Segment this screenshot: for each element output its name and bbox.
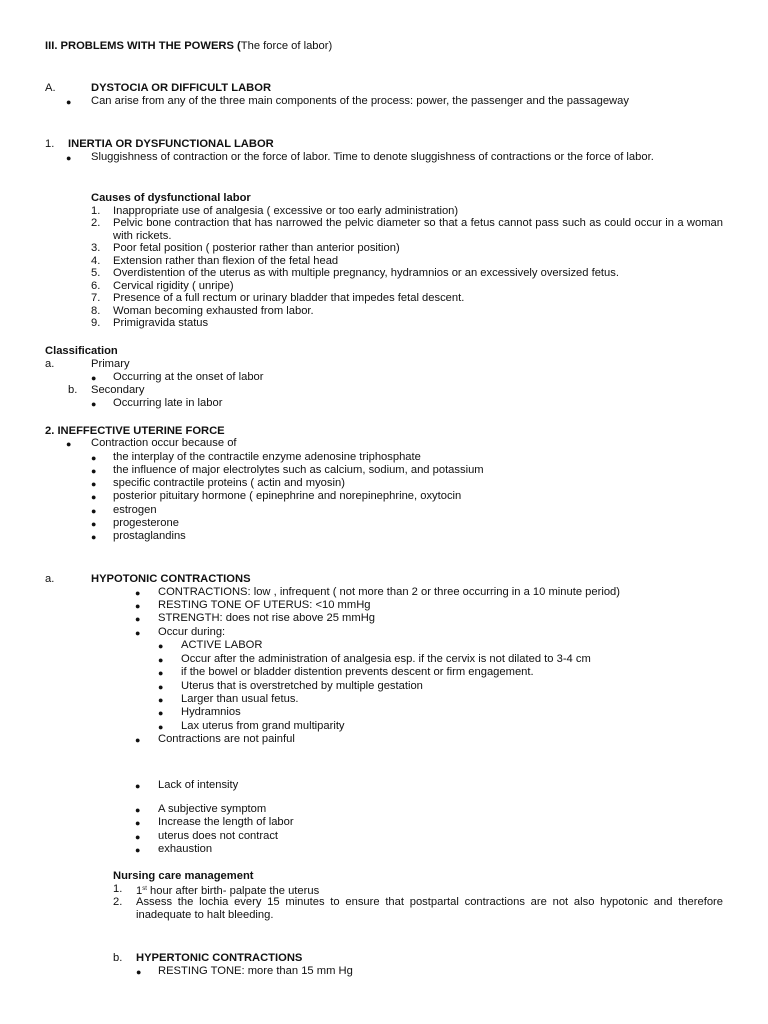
bullet-dot: ● (91, 466, 97, 476)
bullet-dot: ● (91, 399, 97, 409)
cause-number: 7. (91, 292, 101, 304)
hypotonic-painful: Contractions are not painful (158, 733, 295, 745)
causes-heading: Causes of dysfunctional labor (91, 192, 251, 204)
nursing-number: 1. (113, 883, 123, 895)
bullet-dot: ● (136, 967, 142, 977)
section-a-bullet: Can arise from any of the three main components of the process: power, the passenger and the passageway (91, 95, 629, 107)
cause-number: 1. (91, 205, 101, 217)
bullet-dot: ● (91, 453, 97, 463)
classification-heading: Classification (45, 345, 118, 357)
cause-item: Presence of a full rectum or urinary bladder that impedes fetal descent. (113, 292, 465, 304)
section-2-subbullet: progesterone (113, 517, 179, 529)
cause-number: 9. (91, 317, 101, 329)
hypotonic-more: Increase the length of labor (158, 816, 294, 828)
classification-a-label: a. (45, 358, 55, 370)
hypertonic-heading: HYPERTONIC CONTRACTIONS (136, 952, 303, 964)
cause-item: Woman becoming exhausted from labor. (113, 305, 314, 317)
bullet-dot: ● (91, 506, 97, 516)
cause-number: 8. (91, 305, 101, 317)
cause-item: Pelvic bone contraction that has narrowed the pelvic diameter so that a fetus cannot pass such as could occur in a woman with rickets. (113, 217, 723, 242)
occur-item: Uterus that is overstretched by multiple gestation (181, 680, 423, 692)
hypotonic-lack: Lack of intensity (158, 779, 239, 791)
bullet-dot: ● (135, 845, 141, 855)
section-1-number: 1. (45, 138, 55, 150)
bullet-dot: ● (91, 519, 97, 529)
bullet-dot: ● (66, 439, 72, 449)
hypotonic-bullet: Occur during: (158, 626, 226, 638)
section-2-subbullet: prostaglandins (113, 530, 186, 542)
hypotonic-bullet: RESTING TONE OF UTERUS: <10 mmHg (158, 599, 371, 611)
section-2-subbullet: posterior pituitary hormone ( epinephrine and norepinephrine, oxytocin (113, 490, 462, 502)
section-1-bullet: Sluggishness of contraction or the force of labor. Time to denote sluggishness of contractions or the force of labor. (91, 151, 654, 163)
bullet-dot: ● (91, 373, 97, 383)
classification-b-text: Secondary (91, 384, 145, 396)
section-1-heading: INERTIA OR DYSFUNCTIONAL LABOR (68, 138, 274, 150)
cause-number: 5. (91, 267, 101, 279)
cause-number: 2. (91, 217, 101, 229)
bullet-dot: ● (158, 641, 164, 651)
occur-item: ACTIVE LABOR (181, 639, 263, 651)
section-2-heading: 2. INEFFECTIVE UTERINE FORCE (45, 425, 225, 437)
bullet-dot: ● (135, 818, 141, 828)
bullet-dot: ● (135, 832, 141, 842)
section-2-subbullet: specific contractile proteins ( actin and myosin) (113, 477, 345, 489)
classification-a-text: Primary (91, 358, 130, 370)
hypotonic-bullet: STRENGTH: does not rise above 25 mmHg (158, 612, 375, 624)
bullet-dot: ● (158, 668, 164, 678)
section-2-bullet: Contraction occur because of (91, 437, 237, 449)
cause-item: Overdistention of the uterus as with multiple pregnancy, hydramnios or an excessively oversized fetus. (113, 267, 619, 279)
bullet-dot: ● (135, 628, 141, 638)
bullet-dot: ● (91, 532, 97, 542)
cause-number: 6. (91, 280, 101, 292)
bullet-dot: ● (66, 153, 72, 163)
nursing-number: 2. (113, 896, 123, 908)
bullet-dot: ● (135, 614, 141, 624)
section-2-subbullet: the interplay of the contractile enzyme adenosine triphosphate (113, 451, 421, 463)
bullet-dot: ● (66, 97, 72, 107)
bullet-dot: ● (158, 708, 164, 718)
cause-item: Extension rather than flexion of the fetal head (113, 255, 339, 267)
occur-item: Occur after the administration of analgesia esp. if the cervix is not dilated to 3-4 cm (181, 653, 591, 665)
bullet-dot: ● (158, 722, 164, 732)
hypotonic-bullet: CONTRACTIONS: low , infrequent ( not more than 2 or three occurring in a 10 minute period) (158, 586, 620, 598)
section-a-heading: DYSTOCIA OR DIFFICULT LABOR (91, 82, 272, 94)
section-2-subbullet: estrogen (113, 504, 157, 516)
classification-b-bullet: Occurring late in labor (113, 397, 223, 409)
classification-a-bullet: Occurring at the onset of labor (113, 371, 264, 383)
hypotonic-more: A subjective symptom (158, 803, 267, 815)
bullet-dot: ● (135, 601, 141, 611)
hypotonic-more: uterus does not contract (158, 830, 279, 842)
occur-item: Larger than usual fetus. (181, 693, 299, 705)
bullet-dot: ● (158, 695, 164, 705)
bullet-dot: ● (91, 479, 97, 489)
bullet-dot: ● (135, 805, 141, 815)
bullet-dot: ● (135, 735, 141, 745)
hypertonic-bullet: RESTING TONE: more than 15 mm Hg (158, 965, 353, 977)
nursing-heading: Nursing care management (113, 870, 254, 882)
cause-item: Poor fetal position ( posterior rather than anterior position) (113, 242, 400, 254)
cause-item: Primigravida status (113, 317, 209, 329)
bullet-dot: ● (91, 492, 97, 502)
bullet-dot: ● (135, 781, 141, 791)
cause-number: 4. (91, 255, 101, 267)
nursing-item-1: 1st hour after birth- palpate the uterus (136, 885, 320, 897)
nursing-item-2: Assess the lochia every 15 minutes to ensure that postpartal contractions are not also hypotonic and therefore inadequate to halt bleeding. (136, 896, 723, 921)
cause-item: Inappropriate use of analgesia ( excessive or too early administration) (113, 205, 459, 217)
bullet-dot: ● (158, 655, 164, 665)
occur-item: Lax uterus from grand multiparity (181, 720, 345, 732)
bullet-dot: ● (158, 682, 164, 692)
cause-number: 3. (91, 242, 101, 254)
section-a-letter: A. (45, 82, 56, 94)
section-2-subbullet: the influence of major electrolytes such as calcium, sodium, and potassium (113, 464, 484, 476)
hypotonic-more: exhaustion (158, 843, 213, 855)
document-title: III. PROBLEMS WITH THE POWERS (The force of labor) (45, 40, 333, 52)
classification-b-label: b. (68, 384, 78, 396)
occur-item: if the bowel or bladder distention prevents descent or firm engagement. (181, 666, 534, 678)
hypotonic-letter: a. (45, 573, 55, 585)
bullet-dot: ● (135, 588, 141, 598)
occur-item: Hydramnios (181, 706, 241, 718)
hypertonic-letter: b. (113, 952, 123, 964)
cause-item: Cervical rigidity ( unripe) (113, 280, 234, 292)
hypotonic-heading: HYPOTONIC CONTRACTIONS (91, 573, 251, 585)
